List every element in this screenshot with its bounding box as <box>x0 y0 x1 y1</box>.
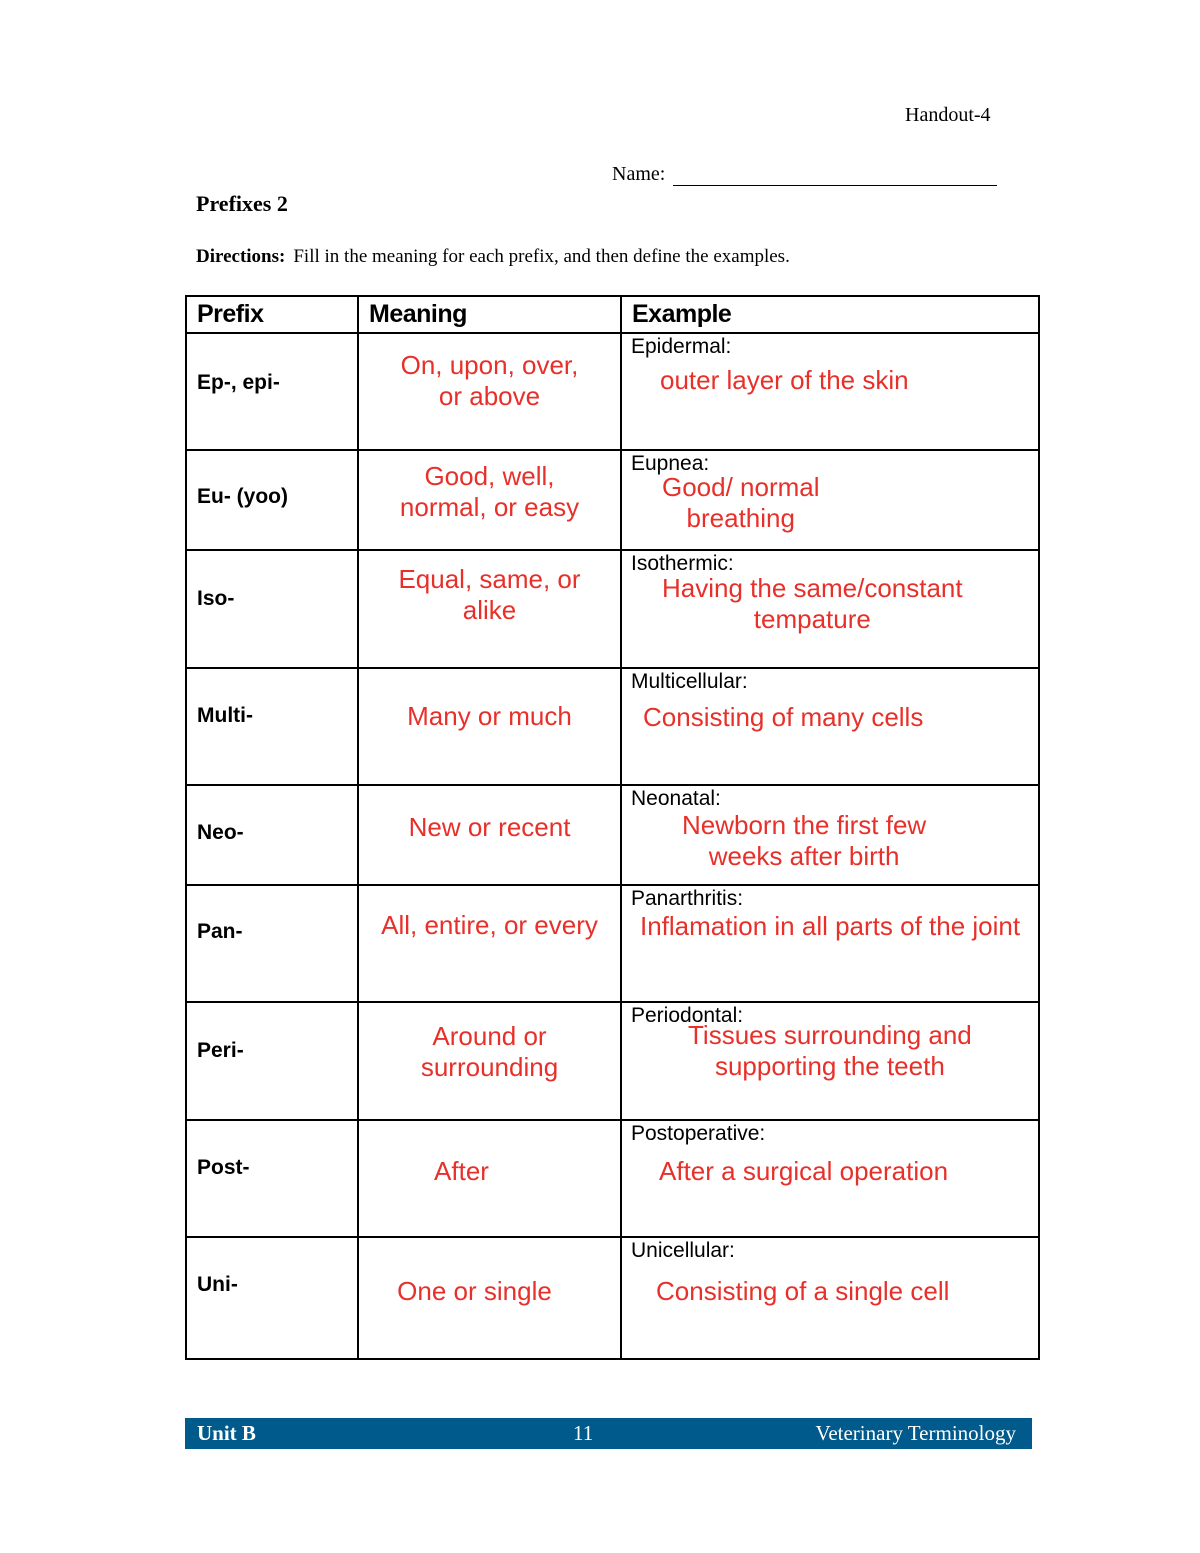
prefix-text: Neo- <box>197 821 244 844</box>
meaning-answer <box>359 812 620 843</box>
example-answer <box>660 365 909 396</box>
column-header-example: Example <box>621 296 1039 333</box>
example-cell[interactable] <box>621 1237 1039 1359</box>
table-row <box>186 785 1039 885</box>
meaning-cell[interactable] <box>358 885 621 1002</box>
example-answer <box>662 472 820 534</box>
meaning-line: One or single <box>397 1276 552 1306</box>
example-answer-line: supporting the teeth <box>714 1051 945 1081</box>
example-term: Periodontal: <box>631 1004 744 1027</box>
table-row <box>186 550 1039 668</box>
meaning-cell[interactable] <box>358 1002 621 1120</box>
meaning-cell[interactable] <box>358 1120 621 1237</box>
meaning-line: normal, or easy <box>399 492 580 522</box>
example-term: Panarthritis: <box>631 887 744 910</box>
footer-course: Veterinary Terminology <box>815 1421 1016 1445</box>
meaning-cell[interactable] <box>358 550 621 668</box>
example-term: Eupnea: <box>631 452 710 475</box>
example-cell[interactable] <box>621 1120 1039 1237</box>
directions <box>196 246 790 268</box>
example-cell[interactable] <box>621 885 1039 1002</box>
prefix-cell <box>186 1002 358 1120</box>
table-row <box>186 1002 1039 1120</box>
example-answer-line: Inflamation in all parts of the joint <box>640 911 1021 941</box>
example-answer-line: Having the same/constant <box>662 573 963 603</box>
table-row <box>186 1237 1039 1359</box>
example-cell[interactable] <box>621 333 1039 450</box>
handout-label: Handout-4 <box>905 104 991 126</box>
meaning-line: alike <box>462 595 517 625</box>
example-answer-line: After a surgical operation <box>659 1156 949 1186</box>
footer-unit: Unit B <box>197 1421 256 1445</box>
meaning-line: surrounding <box>420 1052 559 1082</box>
example-answer <box>662 573 963 635</box>
example-term: Postoperative: <box>631 1122 766 1145</box>
meaning-answer <box>359 910 620 941</box>
example-answer <box>643 702 923 733</box>
example-answer <box>640 911 1020 942</box>
example-answer-line: breathing <box>686 503 795 533</box>
meaning-line: Many or much <box>407 701 572 731</box>
meaning-answer <box>359 1021 620 1083</box>
meaning-answer <box>303 1156 620 1187</box>
meaning-cell[interactable] <box>358 450 621 550</box>
name-label: Name: <box>612 163 666 185</box>
table-row <box>186 885 1039 1002</box>
example-answer-line: weeks after birth <box>708 841 900 871</box>
meaning-line: New or recent <box>408 812 571 842</box>
meaning-line: After <box>434 1156 489 1186</box>
table-row <box>186 450 1039 550</box>
page-footer <box>185 1418 1032 1449</box>
meaning-line: Around or <box>432 1021 547 1051</box>
page-title: Prefixes 2 <box>196 191 288 216</box>
example-answer <box>656 1276 949 1307</box>
meaning-answer <box>359 461 620 523</box>
prefix-cell <box>186 450 358 550</box>
table-row <box>186 1120 1039 1237</box>
prefix-table <box>185 295 1040 1360</box>
prefix-text: Eu- (yoo) <box>197 485 288 508</box>
example-answer <box>659 1156 948 1187</box>
example-answer <box>688 1020 972 1082</box>
meaning-answer <box>359 564 620 626</box>
meaning-line: Good, well, <box>424 461 555 491</box>
prefix-text: Multi- <box>197 704 253 727</box>
name-line[interactable] <box>673 163 997 186</box>
example-term: Unicellular: <box>631 1239 735 1262</box>
example-answer-line: Tissues surrounding and <box>688 1020 972 1050</box>
table-header-row <box>186 296 1039 333</box>
column-header-meaning: Meaning <box>358 296 621 333</box>
prefix-cell <box>186 785 358 885</box>
example-cell[interactable] <box>621 785 1039 885</box>
prefix-text: Peri- <box>197 1039 244 1062</box>
meaning-line: or above <box>438 381 541 411</box>
directions-label: Directions: <box>196 246 286 267</box>
meaning-line: Equal, same, or <box>398 564 581 594</box>
meaning-cell[interactable] <box>358 785 621 885</box>
example-answer-line: Consisting of many cells <box>643 702 924 732</box>
meaning-answer <box>359 701 620 732</box>
column-header-prefix: Prefix <box>186 296 358 333</box>
example-answer-line: tempature <box>753 604 871 634</box>
example-answer-line: outer layer of the skin <box>660 365 909 395</box>
example-cell[interactable] <box>621 1002 1039 1120</box>
footer-page-number: 11 <box>573 1421 594 1445</box>
prefix-text: Post- <box>197 1156 250 1179</box>
name-field[interactable] <box>612 163 997 186</box>
meaning-answer <box>329 1276 620 1307</box>
prefix-text: Uni- <box>197 1273 238 1296</box>
meaning-cell[interactable] <box>358 668 621 785</box>
example-cell[interactable] <box>621 550 1039 668</box>
meaning-cell[interactable] <box>358 333 621 450</box>
example-answer-line: Newborn the first few <box>682 810 927 840</box>
example-answer-line: Consisting of a single cell <box>656 1276 950 1306</box>
prefix-text: Ep-, epi- <box>197 371 280 394</box>
prefix-text: Iso- <box>197 587 235 610</box>
example-term: Multicellular: <box>631 670 748 693</box>
example-cell[interactable] <box>621 668 1039 785</box>
example-answer-line: Good/ normal <box>662 472 820 502</box>
prefix-cell <box>186 550 358 668</box>
meaning-answer <box>359 350 620 412</box>
directions-text: Fill in the meaning for each prefix, and then define the examples. <box>293 246 790 267</box>
example-term: Neonatal: <box>631 787 721 810</box>
prefix-cell <box>186 333 358 450</box>
meaning-line: On, upon, over, <box>400 350 579 380</box>
prefix-text: Pan- <box>197 920 243 943</box>
table-row <box>186 668 1039 785</box>
meaning-line: All, entire, or every <box>381 910 598 940</box>
meaning-cell[interactable] <box>358 1237 621 1359</box>
example-answer <box>682 810 926 872</box>
example-term: Isothermic: <box>631 552 734 575</box>
example-term: Epidermal: <box>631 335 732 358</box>
table-row <box>186 333 1039 450</box>
prefix-cell <box>186 668 358 785</box>
example-cell[interactable] <box>621 450 1039 550</box>
prefix-cell <box>186 885 358 1002</box>
